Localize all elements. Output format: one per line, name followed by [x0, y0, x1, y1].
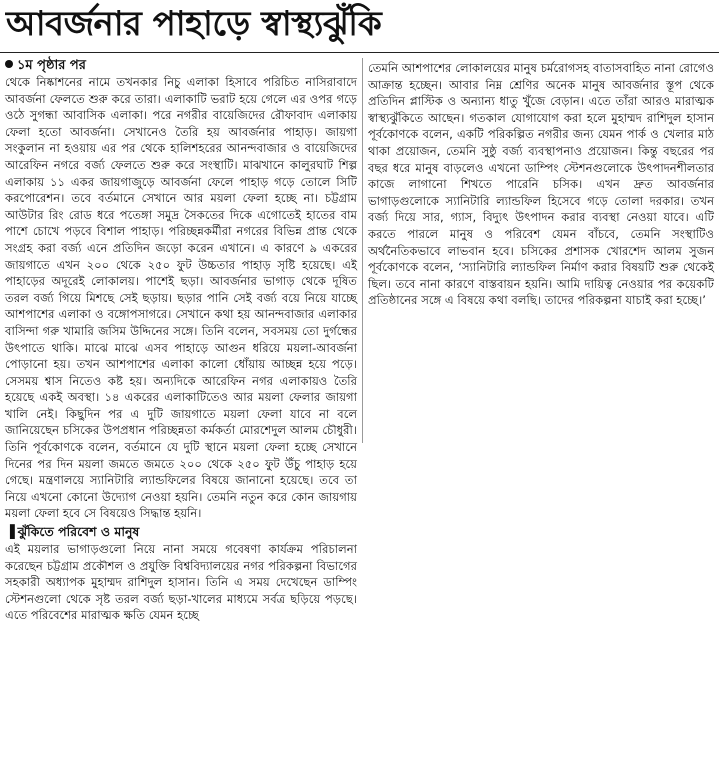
column-divider — [362, 58, 363, 443]
right-body-paragraph: তেমনি আশপাশের লোকালয়ের মানুষ চর্মরোগসহ বাতাসবাহিত নানা রোগেও আক্রান্ত হচ্ছেন। আবার নিম্ন শ্রেণির অনেক মানুষ আবর্জনার স্তূপ থেকে প্রতিদিন প্লাস্টিক ও অন্যান্য ধাতু খুঁজে বেড়ান। এতে তাঁরা আরও মারাত্মক স্বাস্থ্যঝুঁকিতে আছেন। গতকাল যোগাযোগ করা হলে মুহাম্মদ রাশিদুল হাসান পূর্বকোণকে বলেন, একটি পরিকল্পিত নগরীর জন্য যেমন পার্ক ও খেলার মাঠ থাকা প্রয়োজন, তেমনি সুষ্ঠু বর্জ্য ব্যবস্থাপনাও প্রয়োজন। কিন্তু বছরের পর বছর ধরে মানুষ বাড়লেও এখনো ডাম্পিং স্টেশনগুলোকে উৎপাদনশীলতার কাজে লাগানো শিখতে পারেনি চসিক। এখন দ্রুত আবর্জনার ভাগাড়গুলোকে স্যানিটারি ল্যান্ডফিল হিসেবে গড়ে তোলা দরকার। তখন বর্জ্য দিয়ে সার, গ্যাস, বিদ্যুৎ উৎপাদন করার ব্যবস্থা নেওয়া যাবে। এটি করতে পারলে মানুষ ও পরিবেশ যেমন বাঁচবে, তেমনি সংস্থাটিও অর্থনৈতিকভাবে লাভবান হবে। চসিকের প্রশাসক খোরশেদ আলম সুজন পূর্বকোণকে বলেন, ‘স্যানিটারি ল্যান্ডফিল নির্মাণ করার বিষয়টি শুরু থেকেই ছিল। তবে নানা কারণে বাস্তবায়ন হয়নি। আমি দায়িত্ব নেওয়ার পর কয়েকটি প্রতিষ্ঠানের সঙ্গে এ বিষয়ে কথা বলছি। তাদের পরিকল্পনা যাচাই করা হচ্ছে।’ — [368, 61, 714, 308]
headline-rule — [0, 52, 719, 53]
continuation-text: ১ম পৃষ্ঠার পর — [17, 58, 86, 73]
section-subhead — [5, 523, 357, 541]
subhead-text: ঝুঁকিতে পরিবেশ ও মানুষ — [17, 524, 140, 540]
right-column — [368, 60, 714, 309]
subhead-marker-icon: ▐ — [5, 524, 15, 540]
article-headline: আবর্জনার পাহাড়ে স্বাস্থ্যঝুঁকি — [6, 4, 382, 44]
bullet-icon — [5, 60, 13, 68]
left-body-paragraph-2: এই ময়লার ভাগাড়গুলো নিয়ে নানা সময়ে গবেষণা কার্যক্রম পরিচালনা করেছেন চট্টগ্রাম প্রকৌশল ও প্রযুক্তি বিশ্ববিদ্যালয়ের নগর পরিকল্পনা বিভাগের সহকারী অধ্যাপক মুহাম্মদ রাশিদুল হাসান। তিনি এ সময় দেখেছেন ডাম্পিং স্টেশনগুলো থেকে সৃষ্ট তরল বর্জ্য ছড়া-খালের মাধ্যমে সর্বত্র ছড়িয়ে পড়ছে। এতে পরিবেশের মারাত্মক ক্ষতি যেমন হচ্ছে — [5, 542, 357, 623]
continuation-label — [5, 58, 357, 74]
left-body-paragraph: থেকে নিষ্কাশনের নামে তখনকার নিচু এলাকা হিসাবে পরিচিত নাসিরাবাদে আবর্জনা ফেলতে শুরু করে তারা। এলাকাটি ভরাট হয়ে গেলে এর ওপর গড়ে ওঠে সুগন্ধা আবাসিক এলাকা। পরে নগরীর বায়েজিদের রৌফাবাদ এলাকায় ফেলা হতো আবর্জনা। সেখানেও তৈরি হয় আবর্জনার পাহাড়। জায়গা সংকুলান না হওয়ায় এর পর থেকে হালিশহরের আনন্দবাজার ও বায়েজিদের আরেফিন নগরে বর্জ্য ফেলতে শুরু করে সংস্থাটি। মাঝখানে কালুরঘাট শিল্প এলাকায় ১১ একর জায়গাজুড়ে আবর্জনা ফেলে পাহাড় গড়ে তোলে সিটি করপোরেশন। তবে বর্তমানে সেখানে আর ময়লা ফেলা হচ্ছে না। চট্টগ্রাম আউটার রিং রোড ধরে পতেঙ্গা সমুদ্র সৈকতের দিকে এগোতেই হাতের বাম পাশে চোখে পড়বে বিশাল পাহাড়। পরিচ্ছন্নকর্মীরা নগরের বিভিন্ন প্রান্ত থেকে সংগ্রহ করা বর্জ্য এনে প্রতিদিন জড়ো করেন এখানে। এ কারণে ৯ একরের জায়গাতে এখন ২০০ থেকে ২৫০ ফুট উচ্চতার পাহাড় সৃষ্টি হয়েছে। এই পাহাড়ের অদূরেই লোকালয়। পাশেই ছড়া। আবর্জনার ভাগাড় থেকে দূষিত তরল বর্জ্য গিয়ে মিশছে সেই ছড়ায়। ছড়ার পানি সেই বর্জ্য বয়ে নিয়ে যাচ্ছে আশপাশের এলাকা ও বঙ্গোপসাগরে। সেখানে কথা হয় আনন্দবাজার এলাকার বাসিন্দা গরু খামারি জসিম উদ্দিনের সঙ্গে। তিনি বলেন, সবসময় তো দুর্গন্ধের উৎপাতে থাকি। মাঝে মাঝে এসব পাহাড়ে আগুন ধরিয়ে ময়লা-আবর্জনা পোড়ানো হয়। তখন আশপাশের এলাকা কালো ধোঁয়ায় আচ্ছন্ন হয়ে পড়ে। সেসময় শ্বাস নিতেও কষ্ট হয়। অন্যদিকে আরেফিন নগর এলাকায়ও তৈরি হয়েছে একই অবস্থা। ১৪ একরের এলাকাটিতেও আর ময়লা ফেলার জায়গা খালি নেই। কিছুদিন পর এ দুটি জায়গাতে ময়লা ফেলা যাবে না বলে জানিয়েছেন চসিকের উপপ্রধান পরিচ্ছন্নতা কর্মকর্তা মোরশেদুল আলম চৌধুরী। তিনি পূর্বকোণকে বলেন, বর্তমানে যে দুটি স্থানে ময়লা ফেলা হচ্ছে সেখানে দিনের পর দিন ময়লা জমতে জমতে ২০০ থেকে ২৫০ ফুট উঁচু পাহাড় হয়ে গেছে। মন্ত্রণালয়ে স্যানিটারি ল্যান্ডফিলের বিষয়ে জানানো হয়েছে। তবে তা নিয়ে এখনো কোনো উদ্যোগ নেওয়া হয়নি। তেমনি নতুন করে কোন জায়গায় ময়লা ফেলা হবে সে বিষয়েও সিদ্ধান্ত হয়নি। — [5, 75, 357, 521]
left-column — [5, 58, 357, 624]
